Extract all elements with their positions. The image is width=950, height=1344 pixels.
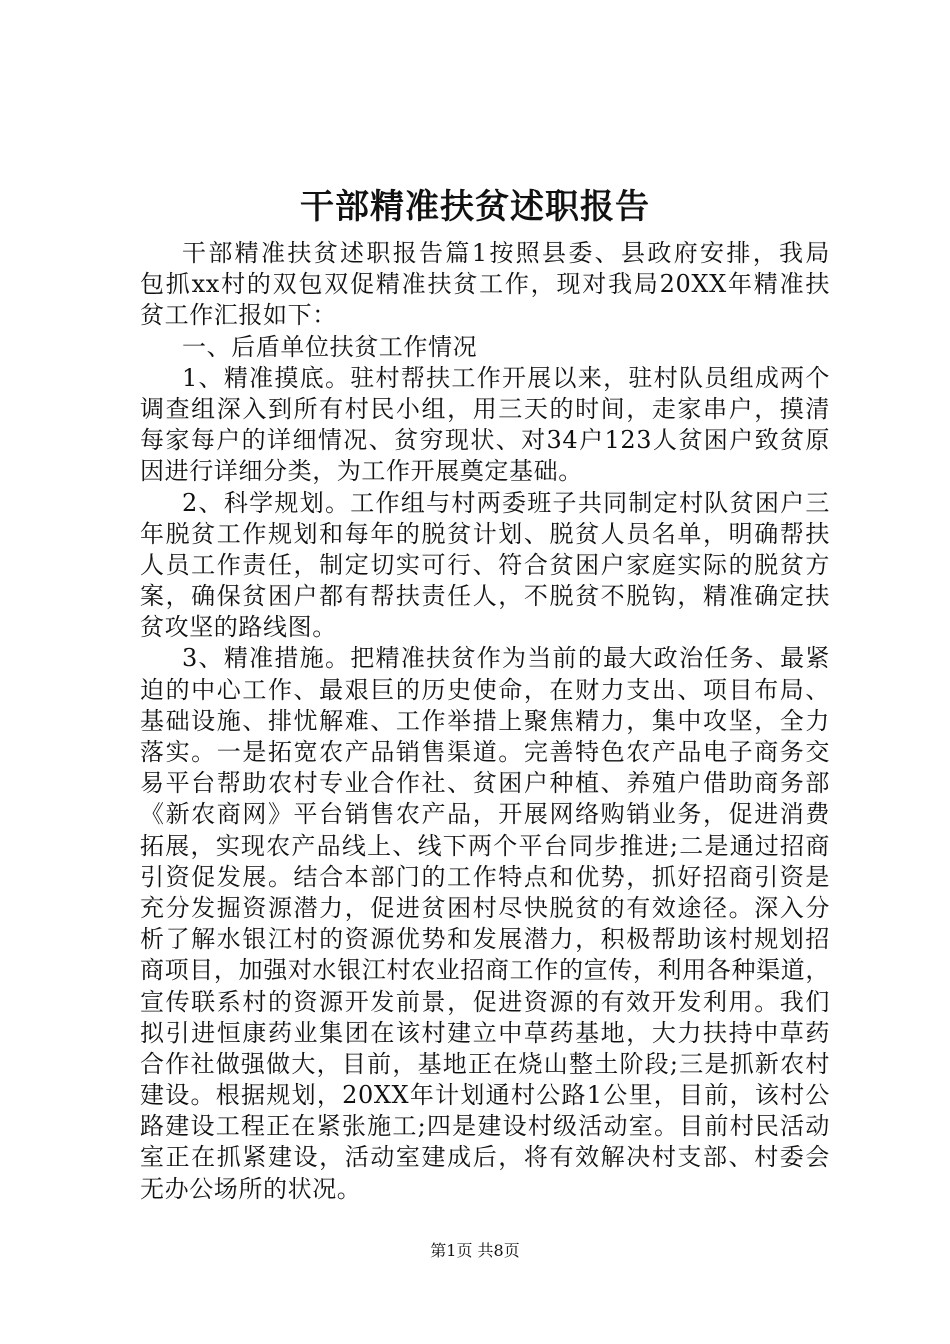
text-line: 无办公场所的状况。 xyxy=(140,1174,362,1203)
text-line: 迫的中心工作、最艰巨的历史使命，在财力支出、项目布局、 xyxy=(140,675,830,704)
document-title: 干部精准扶贫述职报告 xyxy=(300,187,650,227)
page-number: 第1页 共8页 xyxy=(430,1241,520,1260)
text-line: 建设。根据规划，20XX年计划通村公路1公里，目前，该村公 xyxy=(140,1081,830,1110)
text-line: 室正在抓紧建设，活动室建成后，将有效解决村支部、村委会 xyxy=(140,1143,830,1172)
text-line: 易平台帮助农村专业合作社、贫困户种植、养殖户借助商务部 xyxy=(140,769,830,798)
text-line: 干部精准扶贫述职报告篇1按照县委、县政府安排，我局 xyxy=(182,239,830,267)
text-line: 一、后盾单位扶贫工作情况 xyxy=(182,332,478,361)
text-line: 拟引进恒康药业集团在该村建立中草药基地，大力扶持中草药 xyxy=(140,1018,830,1047)
text-line: 商项目，加强对水银江村农业招商工作的宣传，利用各种渠道， xyxy=(140,956,830,985)
text-line: 每家每户的详细情况、贫穷现状、对34户123人贫困户致贫原 xyxy=(140,426,830,455)
text-line: 合作社做强做大，目前，基地正在烧山整土阶段;三是抓新农村 xyxy=(140,1049,830,1078)
text-line: 包抓xx村的双包双促精准扶贫工作，现对我局20XX年精准扶 xyxy=(140,270,830,299)
text-line: 3、精准措施。把精准扶贫作为当前的最大政治任务、最紧 xyxy=(182,644,830,673)
text-line: 因进行详细分类，为工作开展奠定基础。 xyxy=(140,457,583,486)
document-body xyxy=(140,238,830,1205)
text-line: 落实。一是拓宽农产品销售渠道。完善特色农产品电子商务交 xyxy=(140,738,830,766)
text-line: 充分发掘资源潜力，促进贫困村尽快脱贫的有效途径。深入分 xyxy=(140,893,830,922)
text-line: 宣传联系村的资源开发前景，促进资源的有效开发利用。我们 xyxy=(140,987,830,1016)
text-line: 调查组深入到所有村民小组，用三天的时间，走家串户，摸清 xyxy=(140,394,830,423)
text-line: 基础设施、排忧解难、工作举措上聚焦精力，集中攻坚，全力 xyxy=(140,706,830,735)
text-line: 案，确保贫困户都有帮扶责任人，不脱贫不脱钩，精准确定扶 xyxy=(140,582,830,611)
text-line: 引资促发展。结合本部门的工作特点和优势，抓好招商引资是 xyxy=(140,862,830,891)
text-line: 人员工作责任，制定切实可行、符合贫困户家庭实际的脱贫方 xyxy=(140,550,830,579)
text-line: 1、精准摸底。驻村帮扶工作开展以来，驻村队员组成两个 xyxy=(182,363,830,392)
text-line: 《新农商网》平台销售农产品，开展网络购销业务，促进消费 xyxy=(140,800,830,829)
text-line: 贫工作汇报如下： xyxy=(140,301,337,330)
text-line: 析了解水银江村的资源优势和发展潜力，积极帮助该村规划招 xyxy=(140,925,830,954)
text-line: 拓展，实现农产品线上、线下两个平台同步推进;二是通过招商 xyxy=(140,831,830,860)
text-line: 路建设工程正在紧张施工;四是建设村级活动室。目前村民活动 xyxy=(140,1112,830,1141)
text-line: 年脱贫工作规划和每年的脱贫计划、脱贫人员名单，明确帮扶 xyxy=(140,519,830,548)
text-line: 2、科学规划。工作组与村两委班子共同制定村队贫困户三 xyxy=(182,488,830,517)
text-line: 贫攻坚的路线图。 xyxy=(140,613,337,642)
